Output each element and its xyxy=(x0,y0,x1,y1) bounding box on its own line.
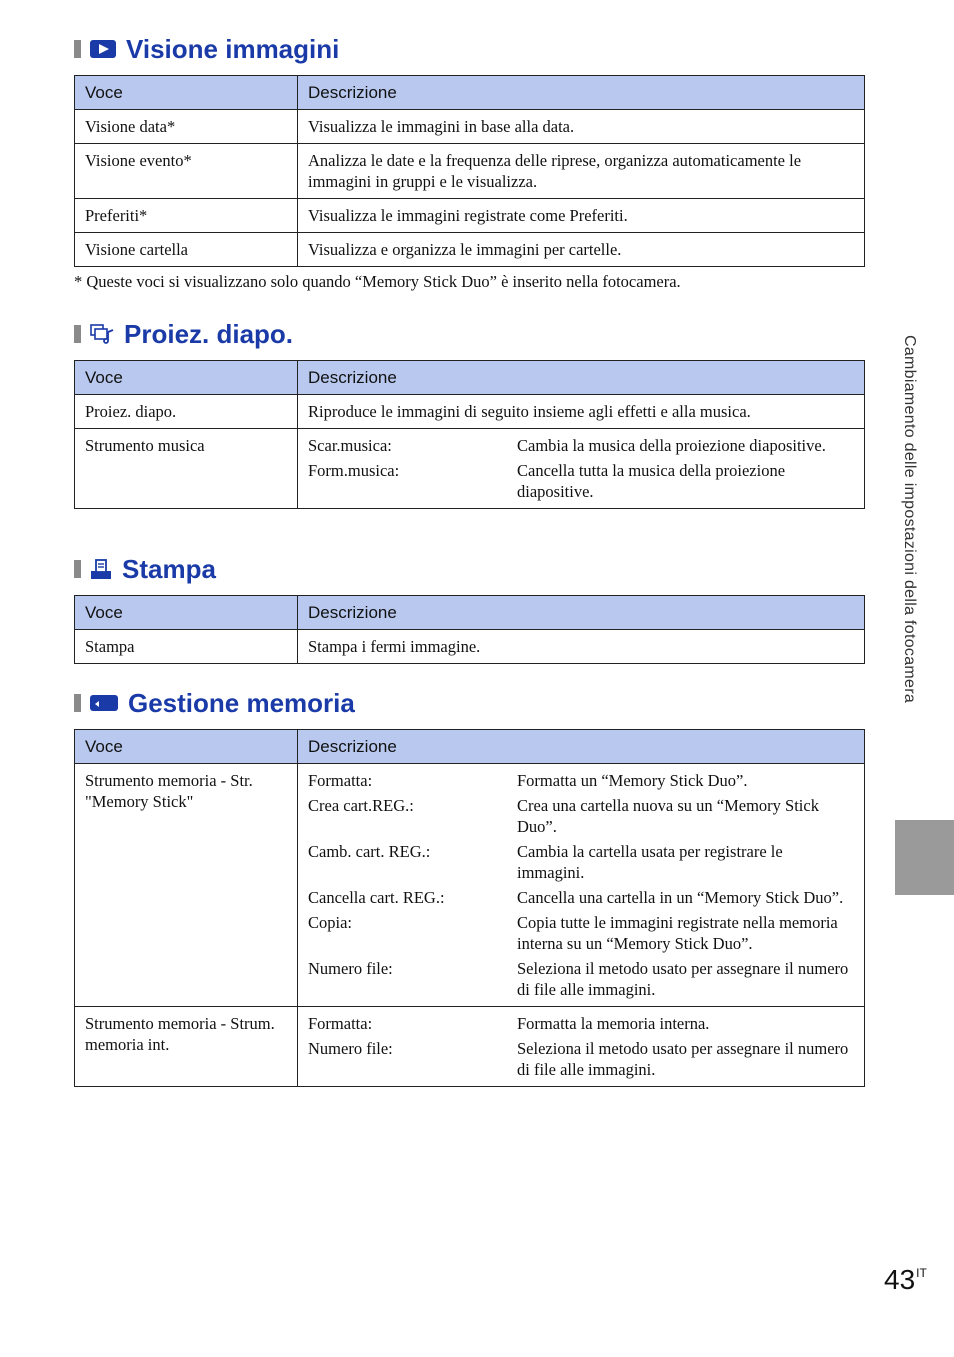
visione-table xyxy=(74,75,865,267)
table-row xyxy=(75,764,865,1007)
row-voce: Strumento memoria - Str. "Memory Stick" xyxy=(75,764,298,1007)
table-row xyxy=(75,429,865,509)
heading-marker xyxy=(74,40,81,58)
table-row xyxy=(75,144,865,199)
sub-option-name: Copia: xyxy=(308,913,352,932)
sub-options xyxy=(308,770,854,1000)
row-descrizione: Visualizza le immagini in base alla data. xyxy=(298,110,865,144)
header-descrizione: Descrizione xyxy=(298,596,865,630)
sub-option-desc: Formatta un “Memory Stick Duo”. xyxy=(517,771,748,790)
sub-option-desc: Cancella una cartella in un “Memory Stick Duo”. xyxy=(517,888,844,907)
row-descrizione xyxy=(298,429,865,509)
row-descrizione xyxy=(298,764,865,1007)
row-descrizione: Visualizza e organizza le immagini per cartelle. xyxy=(298,233,865,267)
sub-option-name: Form.musica: xyxy=(308,461,400,480)
header-voce: Voce xyxy=(75,361,298,395)
footnote: * Queste voci si visualizzano solo quando “Memory Stick Duo” è inserito nella fotocamera. xyxy=(74,272,681,291)
proiez-table xyxy=(74,360,865,509)
sub-option-desc: Copia tutte le immagini registrate nella memoria interna su un “Memory Stick Duo”. xyxy=(517,913,838,953)
section-title-text: Stampa xyxy=(122,553,216,584)
section-title-memoria xyxy=(74,686,355,720)
row-voce: Strumento memoria - Strum. memoria int. xyxy=(75,1007,298,1087)
section-title-text: Gestione memoria xyxy=(128,687,355,718)
sub-option-desc: Crea una cartella nuova su un “Memory Stick Duo”. xyxy=(517,796,819,836)
sub-option-desc: Formatta la memoria interna. xyxy=(517,1014,710,1033)
table-row xyxy=(75,395,865,429)
row-voce: Stampa xyxy=(75,630,298,664)
table-row xyxy=(75,110,865,144)
row-voce: Preferiti* xyxy=(75,199,298,233)
section-title-stampa xyxy=(74,552,216,586)
row-descrizione: Visualizza le immagini registrate come Preferiti. xyxy=(298,199,865,233)
heading-marker xyxy=(74,325,81,343)
header-voce: Voce xyxy=(75,596,298,630)
sub-option-name: Camb. cart. REG.: xyxy=(308,842,431,861)
sub-option-desc: Seleziona il metodo usato per assegnare il numero di file alle immagini. xyxy=(517,959,849,999)
section-title-text: Visione immagini xyxy=(126,33,340,64)
row-descrizione xyxy=(298,1007,865,1087)
memory-card-icon xyxy=(89,693,119,713)
table-row xyxy=(75,233,865,267)
slideshow-icon xyxy=(89,323,115,345)
sub-option-desc: Cambia la cartella usata per registrare le immagini. xyxy=(517,842,783,882)
header-descrizione: Descrizione xyxy=(298,76,865,110)
section-title-text: Proiez. diapo. xyxy=(124,318,294,349)
header-descrizione: Descrizione xyxy=(298,730,865,764)
sub-option-name: Formatta: xyxy=(308,1014,373,1033)
section-title-proiez xyxy=(74,317,293,351)
sub-option-name: Formatta: xyxy=(308,771,373,790)
header-voce: Voce xyxy=(75,730,298,764)
chapter-tab xyxy=(895,820,954,895)
table-header-row xyxy=(75,730,865,764)
row-voce: Visione data* xyxy=(75,110,298,144)
sub-option-name: Crea cart.REG.: xyxy=(308,796,414,815)
header-voce: Voce xyxy=(75,76,298,110)
sub-option-name: Scar.musica: xyxy=(308,436,392,455)
sub-option-desc: Cancella tutta la musica della proiezione diapositive. xyxy=(517,461,786,501)
row-descrizione: Stampa i fermi immagine. xyxy=(298,630,865,664)
table-header-row xyxy=(75,596,865,630)
sub-option-name: Cancella cart. REG.: xyxy=(308,888,445,907)
side-chapter-label: Cambiamento delle impostazioni della fotocamera xyxy=(901,335,918,704)
table-row xyxy=(75,1007,865,1087)
memoria-table xyxy=(74,729,865,1087)
row-voce: Proiez. diapo. xyxy=(75,395,298,429)
sub-option-desc: Cambia la musica della proiezione diapositive. xyxy=(517,436,826,455)
table-row xyxy=(75,630,865,664)
sub-options xyxy=(308,1013,854,1080)
play-icon xyxy=(89,39,117,59)
page-number xyxy=(884,1264,927,1296)
table-header-row xyxy=(75,76,865,110)
sub-option-desc: Seleziona il metodo usato per assegnare il numero di file alle immagini. xyxy=(517,1039,849,1079)
heading-marker xyxy=(74,560,81,578)
sub-options xyxy=(308,435,854,502)
page-number-suffix: IT xyxy=(916,1266,927,1280)
table-row xyxy=(75,199,865,233)
row-voce: Visione evento* xyxy=(75,144,298,199)
sub-option-name: Numero file: xyxy=(308,959,393,978)
section-title-visione xyxy=(74,32,339,66)
stampa-table xyxy=(74,595,865,664)
table-header-row xyxy=(75,361,865,395)
row-voce: Visione cartella xyxy=(75,233,298,267)
row-voce: Strumento musica xyxy=(75,429,298,509)
header-descrizione: Descrizione xyxy=(298,361,865,395)
page-number-value: 43 xyxy=(884,1264,916,1295)
row-descrizione: Riproduce le immagini di seguito insieme agli effetti e alla musica. xyxy=(298,395,865,429)
print-icon xyxy=(89,557,113,581)
sub-option-name: Numero file: xyxy=(308,1039,393,1058)
heading-marker xyxy=(74,694,81,712)
row-descrizione: Analizza le date e la frequenza delle riprese, organizza automaticamente le immagini in gruppi e le visualizza. xyxy=(298,144,865,199)
